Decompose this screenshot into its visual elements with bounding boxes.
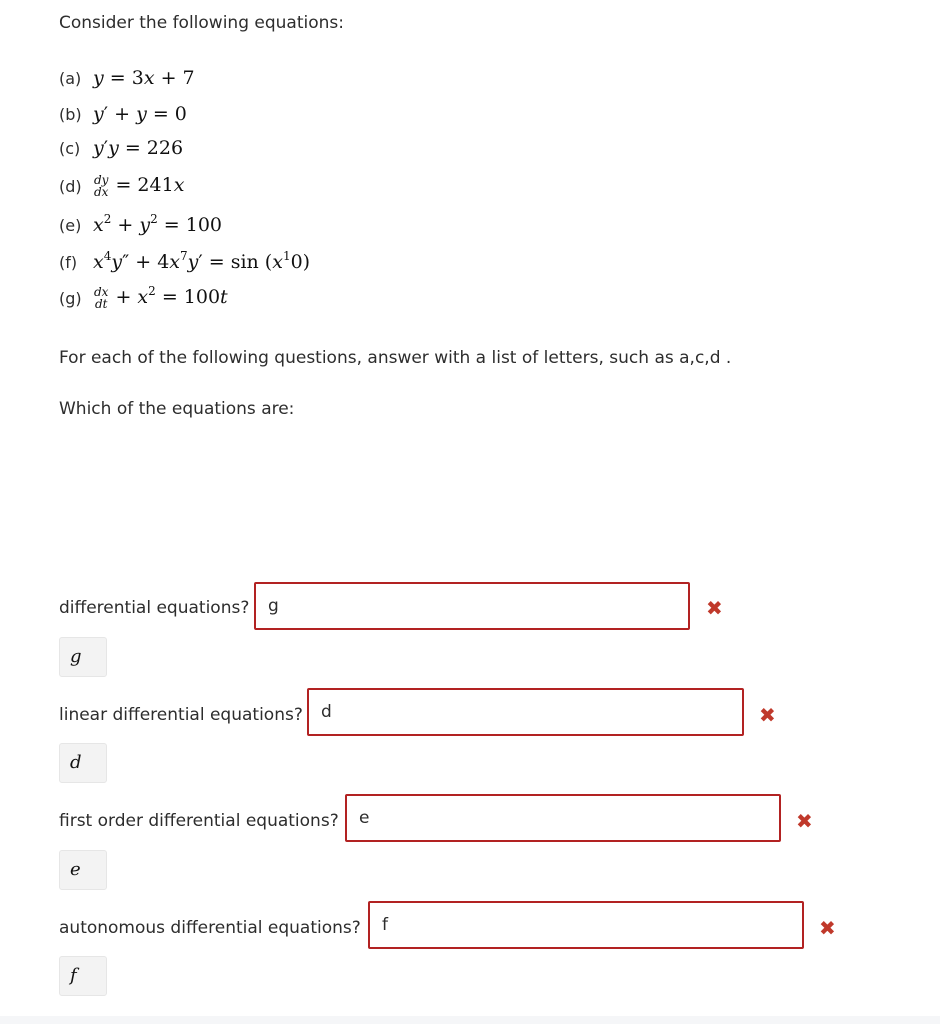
answer-preview: d — [59, 743, 107, 783]
equation-math: y′y = 226 — [93, 137, 184, 159]
answer-input[interactable] — [368, 901, 804, 949]
equation-math: y = 3x + 7 — [93, 67, 195, 89]
equation-math: $x^2 + y^2 = 100$ — [93, 212, 222, 236]
answer-input[interactable] — [254, 582, 690, 630]
equation-math: dy dx = 241x — [94, 173, 185, 199]
equation-c — [59, 134, 183, 162]
equation-math: $x^4y'' + 4x^7y' = \sin (x^10)$ — [93, 249, 311, 273]
intro-text: Consider the following equations: — [59, 13, 344, 33]
cross-mark-icon: ✖ — [706, 596, 723, 620]
which-prompt: Which of the equations are: — [59, 399, 295, 419]
question-label: first order differential equations? — [59, 811, 339, 831]
equation-label: (e) — [59, 215, 82, 235]
equation-label: (a) — [59, 68, 82, 88]
question-label: autonomous differential equations? — [59, 918, 361, 938]
equation-a — [59, 64, 195, 92]
equation-math: dx dt + $x^2 = 100t$ — [94, 284, 228, 311]
answer-preview: g — [59, 637, 107, 677]
equation-e — [59, 211, 222, 239]
page-footer-strip — [0, 1016, 940, 1024]
equation-label: (c) — [59, 138, 81, 158]
equation-label: (f) — [59, 252, 78, 272]
equation-f — [59, 248, 310, 276]
equation-d — [59, 172, 184, 200]
equation-b — [59, 100, 187, 128]
equation-math: y′ + y = 0 — [93, 103, 187, 125]
answer-preview: e — [59, 850, 107, 890]
cross-mark-icon: ✖ — [819, 916, 836, 940]
equation-label: (b) — [59, 104, 82, 124]
cross-mark-icon: ✖ — [759, 703, 776, 727]
equation-label: (d) — [59, 176, 82, 196]
answer-input[interactable] — [307, 688, 744, 736]
equation-label: (g) — [59, 288, 82, 308]
equation-g — [59, 284, 228, 312]
question-label: linear differential equations? — [59, 705, 303, 725]
answer-preview: f — [59, 956, 107, 996]
answer-input[interactable] — [345, 794, 781, 842]
instructions-text: For each of the following questions, answer with a list of letters, such as a,c,d . — [59, 348, 732, 368]
question-label: differential equations? — [59, 598, 250, 618]
cross-mark-icon: ✖ — [796, 809, 813, 833]
